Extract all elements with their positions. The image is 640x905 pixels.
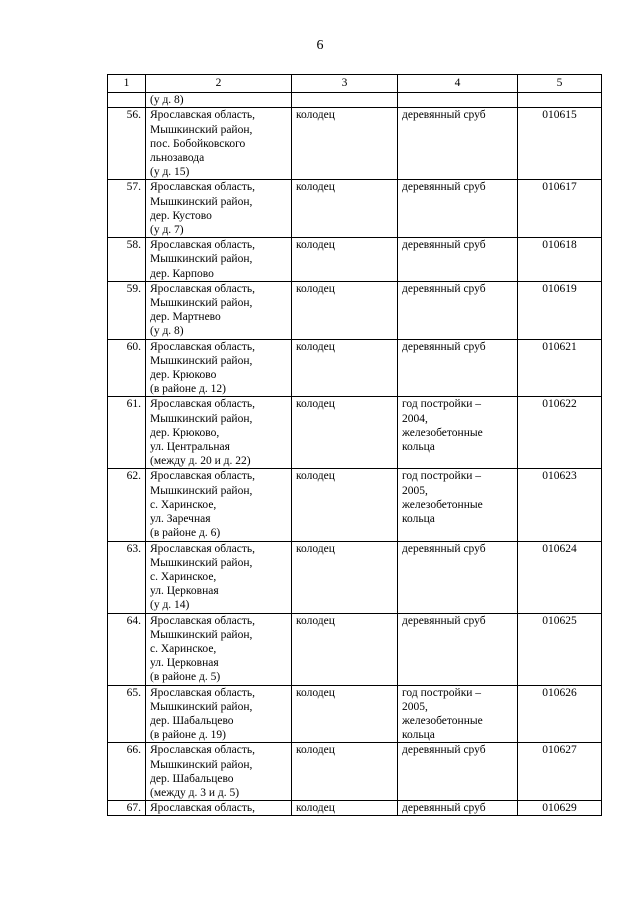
address-line: дер. Крюково xyxy=(150,369,217,382)
address-line: дер. Кустово xyxy=(150,209,212,222)
address-line: (у д. 8) xyxy=(150,325,184,338)
row-object-type: колодец xyxy=(292,397,398,469)
column-header-5: 5 xyxy=(518,75,602,93)
address-line: дер. Шабальцево xyxy=(150,714,234,727)
address-line: (в районе д. 6) xyxy=(150,527,221,540)
row-code: 010623 xyxy=(518,469,602,541)
wells-registry-table xyxy=(107,74,602,816)
address-line: дер. Крюково, xyxy=(150,426,220,439)
row-address xyxy=(146,339,292,397)
table-row xyxy=(108,685,602,743)
description-line: железобетонные xyxy=(402,714,483,727)
description-line: год постройки – xyxy=(402,686,482,699)
column-header-4: 4 xyxy=(398,75,518,93)
row-number: 57. xyxy=(108,180,146,238)
description-line: деревянный сруб xyxy=(402,109,486,122)
address-line: Мышкинский район, xyxy=(150,253,253,266)
row-code: 010624 xyxy=(518,541,602,613)
description-line: деревянный сруб xyxy=(402,340,486,353)
table-row xyxy=(108,281,602,339)
row-object-type: колодец xyxy=(292,108,398,180)
page-number: 6 xyxy=(316,38,324,53)
address-line: дер. Шабальцево xyxy=(150,772,234,785)
row-code: 010625 xyxy=(518,613,602,685)
description-line: 2005, xyxy=(402,700,428,713)
table-row xyxy=(108,238,602,282)
description-line: деревянный сруб xyxy=(402,542,486,555)
row-object-type: колодец xyxy=(292,613,398,685)
column-header-1: 1 xyxy=(108,75,146,93)
row-address xyxy=(146,397,292,469)
address-line: (в районе д. 5) xyxy=(150,671,221,684)
description-line: деревянный сруб xyxy=(402,614,486,627)
description-line: железобетонные xyxy=(402,498,483,511)
address-line: Мышкинский район, xyxy=(150,123,253,136)
description-line: кольца xyxy=(402,513,435,526)
description-line: железобетонные xyxy=(402,426,483,439)
row-description xyxy=(398,541,518,613)
address-line: Мышкинский район, xyxy=(150,412,253,425)
row-address xyxy=(146,180,292,238)
address-line: ул. Церковная xyxy=(150,657,219,670)
description-line: кольца xyxy=(402,441,435,454)
row-object-type: колодец xyxy=(292,180,398,238)
continuation-code xyxy=(518,93,602,108)
table-row xyxy=(108,180,602,238)
table-row xyxy=(108,541,602,613)
row-number: 60. xyxy=(108,339,146,397)
address-line: (в районе д. 19) xyxy=(150,729,226,742)
column-header-3: 3 xyxy=(292,75,398,93)
table-row xyxy=(108,743,602,801)
continuation-type xyxy=(292,93,398,108)
row-number: 59. xyxy=(108,281,146,339)
address-line: Мышкинский район, xyxy=(150,700,253,713)
address-line: Ярославская область, xyxy=(150,470,255,483)
row-address xyxy=(146,238,292,282)
continuation-address xyxy=(146,93,292,108)
address-line: Ярославская область, xyxy=(150,542,255,555)
row-description xyxy=(398,801,518,816)
row-number: 56. xyxy=(108,108,146,180)
address-line: льнозавода xyxy=(150,152,205,165)
address-line: с. Харинское, xyxy=(150,570,217,583)
address-line: (у д. 14) xyxy=(150,599,190,612)
row-code: 010629 xyxy=(518,801,602,816)
row-address xyxy=(146,685,292,743)
row-code: 010621 xyxy=(518,339,602,397)
row-number: 65. xyxy=(108,685,146,743)
row-description xyxy=(398,613,518,685)
continuation-description xyxy=(398,93,518,108)
row-code: 010615 xyxy=(518,108,602,180)
row-address xyxy=(146,613,292,685)
address-line: пос. Бобойковского xyxy=(150,137,246,150)
address-line: (между д. 20 и д. 22) xyxy=(150,455,251,468)
row-address xyxy=(146,801,292,816)
description-line: 2004, xyxy=(402,412,428,425)
table-row xyxy=(108,613,602,685)
address-line: Ярославская область, xyxy=(150,398,255,411)
table-row xyxy=(108,397,602,469)
address-line: Ярославская область, xyxy=(150,181,255,194)
row-object-type: колодец xyxy=(292,743,398,801)
row-code: 010619 xyxy=(518,281,602,339)
row-object-type: колодец xyxy=(292,541,398,613)
table-header-row xyxy=(108,75,602,93)
address-line: ул. Церковная xyxy=(150,585,219,598)
row-number: 61. xyxy=(108,397,146,469)
address-line: с. Харинское, xyxy=(150,498,217,511)
row-description xyxy=(398,469,518,541)
continuation-num xyxy=(108,93,146,108)
row-code: 010622 xyxy=(518,397,602,469)
row-description xyxy=(398,238,518,282)
row-number: 62. xyxy=(108,469,146,541)
row-description xyxy=(398,180,518,238)
column-header-2: 2 xyxy=(146,75,292,93)
address-line: Ярославская область, xyxy=(150,239,255,252)
row-number: 63. xyxy=(108,541,146,613)
address-line: (в районе д. 12) xyxy=(150,383,226,396)
row-address xyxy=(146,541,292,613)
row-object-type: колодец xyxy=(292,281,398,339)
address-line: дер. Карпово xyxy=(150,267,214,280)
address-line: дер. Мартнево xyxy=(150,311,221,324)
description-line: кольца xyxy=(402,729,435,742)
address-line: Ярославская область, xyxy=(150,744,255,757)
table-row xyxy=(108,801,602,816)
address-line: (у д. 15) xyxy=(150,166,190,179)
row-object-type: колодец xyxy=(292,238,398,282)
address-line: Ярославская область, xyxy=(150,340,255,353)
row-description xyxy=(398,281,518,339)
row-object-type: колодец xyxy=(292,469,398,541)
address-line: Мышкинский район, xyxy=(150,195,253,208)
address-line: (у д. 7) xyxy=(150,224,184,237)
row-address xyxy=(146,743,292,801)
row-object-type: колодец xyxy=(292,801,398,816)
address-line: Мышкинский район, xyxy=(150,758,253,771)
address-line: Ярославская область, xyxy=(150,282,255,295)
row-description xyxy=(398,339,518,397)
description-line: 2005, xyxy=(402,484,428,497)
row-number: 66. xyxy=(108,743,146,801)
row-object-type: колодец xyxy=(292,339,398,397)
address-line: Ярославская область, xyxy=(150,686,255,699)
row-number: 64. xyxy=(108,613,146,685)
description-line: деревянный сруб xyxy=(402,181,486,194)
address-line: ул. Центральная xyxy=(150,441,230,454)
continuation-row xyxy=(108,93,602,108)
row-number: 67. xyxy=(108,801,146,816)
address-line: Мышкинский район, xyxy=(150,628,253,641)
row-address xyxy=(146,108,292,180)
address-line: Ярославская область, xyxy=(150,614,255,627)
address-line: Мышкинский район, xyxy=(150,484,253,497)
address-line: Ярославская область, xyxy=(150,802,255,815)
row-object-type: колодец xyxy=(292,685,398,743)
description-line: деревянный сруб xyxy=(402,282,486,295)
row-code: 010627 xyxy=(518,743,602,801)
description-line: деревянный сруб xyxy=(402,239,486,252)
address-line: ул. Заречная xyxy=(150,513,211,526)
row-address xyxy=(146,281,292,339)
row-description xyxy=(398,743,518,801)
address-line: Мышкинский район, xyxy=(150,297,253,310)
table-row xyxy=(108,469,602,541)
description-line: год постройки – xyxy=(402,470,482,483)
address-line: (между д. 3 и д. 5) xyxy=(150,786,240,799)
address-line: (у д. 8) xyxy=(150,94,184,107)
description-line: деревянный сруб xyxy=(402,802,486,815)
table-row xyxy=(108,339,602,397)
row-code: 010626 xyxy=(518,685,602,743)
address-line: Мышкинский район, xyxy=(150,354,253,367)
row-description xyxy=(398,108,518,180)
address-line: Мышкинский район, xyxy=(150,556,253,569)
description-line: деревянный сруб xyxy=(402,744,486,757)
row-number: 58. xyxy=(108,238,146,282)
table-row xyxy=(108,108,602,180)
row-address xyxy=(146,469,292,541)
row-code: 010617 xyxy=(518,180,602,238)
row-code: 010618 xyxy=(518,238,602,282)
row-description xyxy=(398,397,518,469)
row-description xyxy=(398,685,518,743)
description-line: год постройки – xyxy=(402,398,482,411)
address-line: Ярославская область, xyxy=(150,109,255,122)
address-line: с. Харинское, xyxy=(150,642,217,655)
